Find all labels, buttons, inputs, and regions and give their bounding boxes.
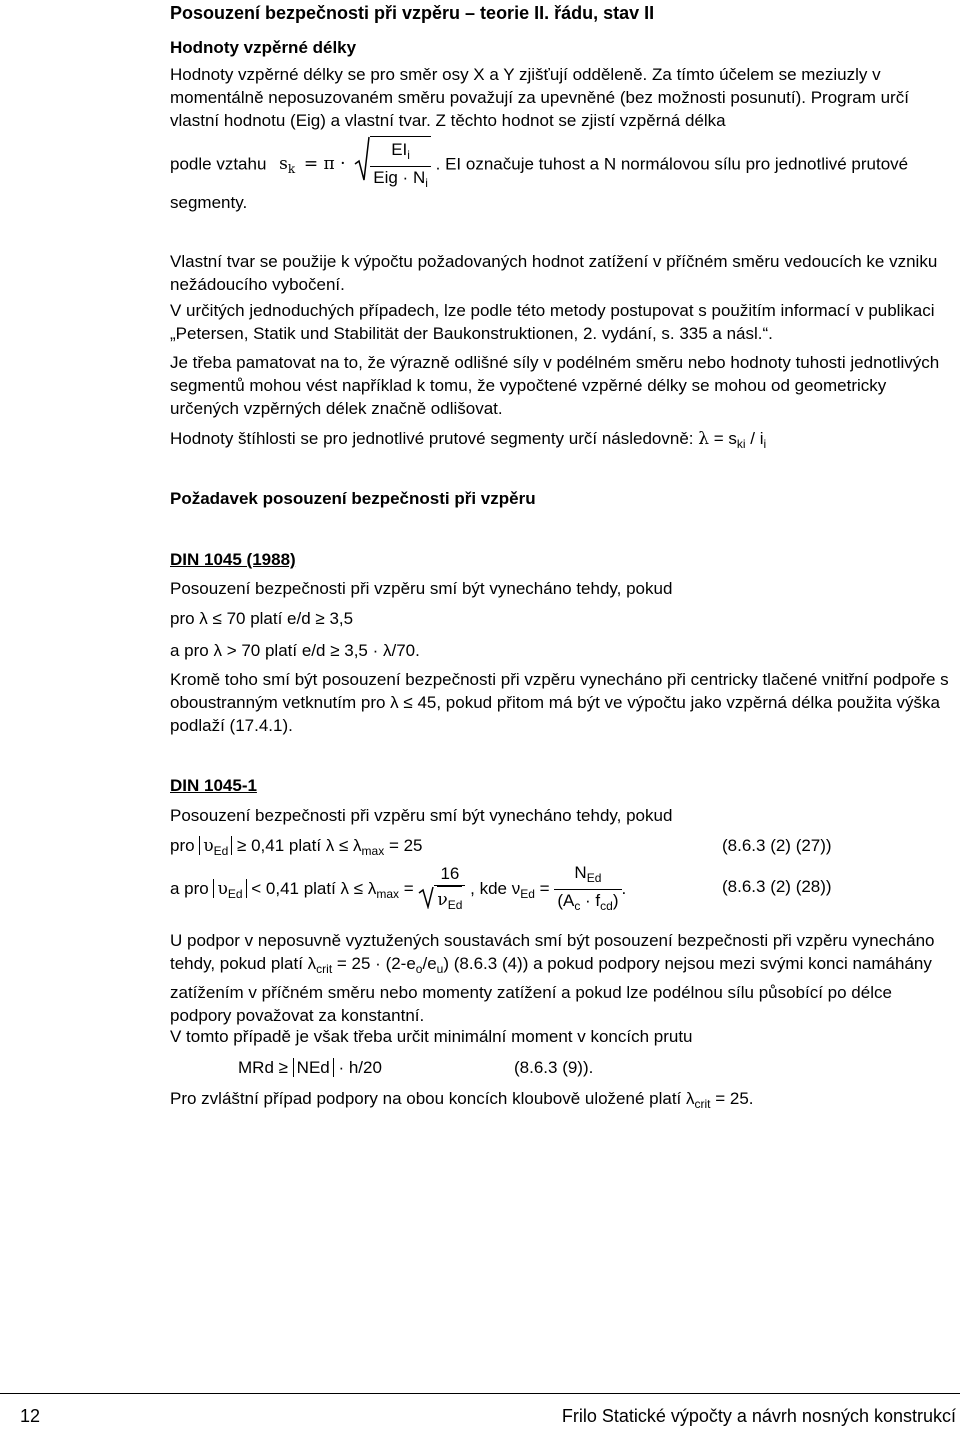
din-1045-1-paragraph-supports: U podpor v neposuvně vyztužených soustavách smí být posouzení bezpečnosti při vzpěru vynecháno tehdy, pokud platí $\lambda_{crit} = 25 \cdot (2-e_o/e_u)$ (8.6.3 (4)) a pokud podpory nejsou mezi svými konci namáhány zatížením v příčném směru nebo momenty zatížení a pokud lze podélnou sílu působící po délce podpory považovat za konstantní. — [170, 931, 935, 1025]
equation-ref-27: (8.6.3 (2) (27)) — [722, 836, 832, 855]
din-1988-intro: Posouzení bezpečnosti při vzpěru smí být vynecháno tehdy, pokud — [170, 579, 673, 598]
buckling-fraction: $\frac{EI_i}{Eig \cdot N_i}$ — [370, 139, 431, 194]
din-1988-condition-2: a pro λ > 70 platí e/d ≥ 3,5 · λ/70. — [170, 641, 420, 660]
root-sign-icon — [354, 136, 370, 182]
lambda-max-fraction: $\frac{16}{\nu_{Ed}}$ — [434, 863, 465, 916]
equation-ref-28: (8.6.3 (2) (28)) — [722, 877, 832, 896]
root-sign-icon — [418, 863, 434, 909]
paragraph-slenderness: Hodnoty štíhlosti se pro jednotlivé prutové segmenty určí následovně: $\lambda = s_{ki} / i_i$ — [170, 429, 767, 451]
page-number: 12 — [20, 1406, 41, 1426]
square-root — [354, 136, 431, 194]
din-1045-1-intro: Posouzení bezpečnosti při vzpěru smí být vynecháno tehdy, pokud — [170, 806, 673, 825]
formula-end: segmenty. — [170, 193, 248, 212]
paragraph-eigenshape: Vlastní tvar se použije k výpočtu požadovaných hodnot zatížení v příčném směru vedoucích ke vzniku nežádoucího vybočení. — [170, 252, 938, 294]
din-1045-1-condition-1: pro $\upsilon_{Ed} \ge 0,41$ platí $\lambda \le \lambda_{max} = 25$ (8.6.3 (2) (27)) — [170, 836, 832, 858]
din-1988-paragraph: Kromě toho smí být posouzení bezpečnosti při vzpěru vynecháno při centricky tlačené vnitřní podpoře s oboustranným vetknutím pro λ ≤ 45, pokud přitom má být ve výpočtu jako vzpěrná délka použita výška podlaží (17.4.1). — [170, 670, 949, 735]
paragraph-petersen: V určitých jednoduchých případech, lze podle této metody postupovat s použitím informací v publikaci „Petersen, Statik und Stabilität der Baukonstruktionen, 2. vydání, s. 335 a násl.“. — [170, 301, 935, 343]
din-1045-1-paragraph-moment: V tomto případě je však třeba určit minimální moment v koncích prutu — [170, 1027, 693, 1046]
paragraph-warning: Je třeba pamatovat na to, že výrazně odlišné síly v podélném směru nebo hodnoty tuhosti jednotlivých segmentů mohou vést například k tomu, že vypočtené vzpěrné délky se mohou od geometricky určených vzpěrných délek značně odlišovat. — [170, 353, 940, 418]
min-moment-formula: MRd ≥ NEd · h/20 (8.6.3 (9)). — [238, 1058, 594, 1077]
nu-ed-fraction: $\frac{N_{Ed}}{(A_c \cdot f_{cd})}$ — [554, 862, 621, 917]
din-1045-1-paragraph-special-case: Pro zvláštní případ podpory na obou koncích kloubově uložené platí $\lambda_{crit} = 25$. — [170, 1089, 754, 1111]
page-title: Posouzení bezpečnosti při vzpěru – teorie II. řádu, stav II — [170, 3, 655, 23]
equation-ref-9: (8.6.3 (9)). — [514, 1058, 594, 1077]
din-1988-heading: DIN 1045 (1988) — [170, 550, 296, 569]
section-heading-buckling-lengths: Hodnoty vzpěrné délky — [170, 38, 357, 57]
formula-prefix: podle vztahu — [170, 154, 267, 174]
footer-divider — [0, 1393, 960, 1394]
din-1045-1-condition-2: a pro $\upsilon_{Ed} < 0,41$ platí $\lambda \le \lambda_{max}$ = $\frac{16}{\nu_{Ed}}$ , kde $\nu_{Ed}$ = $\frac{N_{Ed}}{(A_c \cdot f_{cd})}$ . (8.6.3 (2) (28)) — [170, 862, 955, 919]
square-root-nu — [418, 863, 465, 916]
footer-title: Frilo Statické výpočty a návrh nosných konstrukcí — [561, 1406, 956, 1426]
din-1045-1-heading: DIN 1045-1 — [170, 776, 257, 795]
formula-pi: = π · — [303, 154, 346, 175]
formula-line — [170, 136, 955, 194]
section-heading-requirement: Požadavek posouzení bezpečnosti při vzpěru — [170, 489, 536, 508]
din-1988-condition-1: pro λ ≤ 70 platí e/d ≥ 3,5 — [170, 609, 354, 628]
formula-s: $s_k$ — [279, 154, 296, 177]
paragraph-buckling-lengths: Hodnoty vzpěrné délky se pro směr osy X a Y zjišťují odděleně. Za tímto účelem se meziuzly v momentálně neposuzovaném směru považují za upevněné (bez možnosti posunutí). Program určí vlastní hodnotu (Eig) a vlastní tvar. Z těchto hodnot se zjistí vzpěrná délka — [170, 65, 909, 130]
formula-suffix: . EI označuje tuhost a N normálovou sílu pro jednotlivé prutové — [435, 154, 909, 174]
